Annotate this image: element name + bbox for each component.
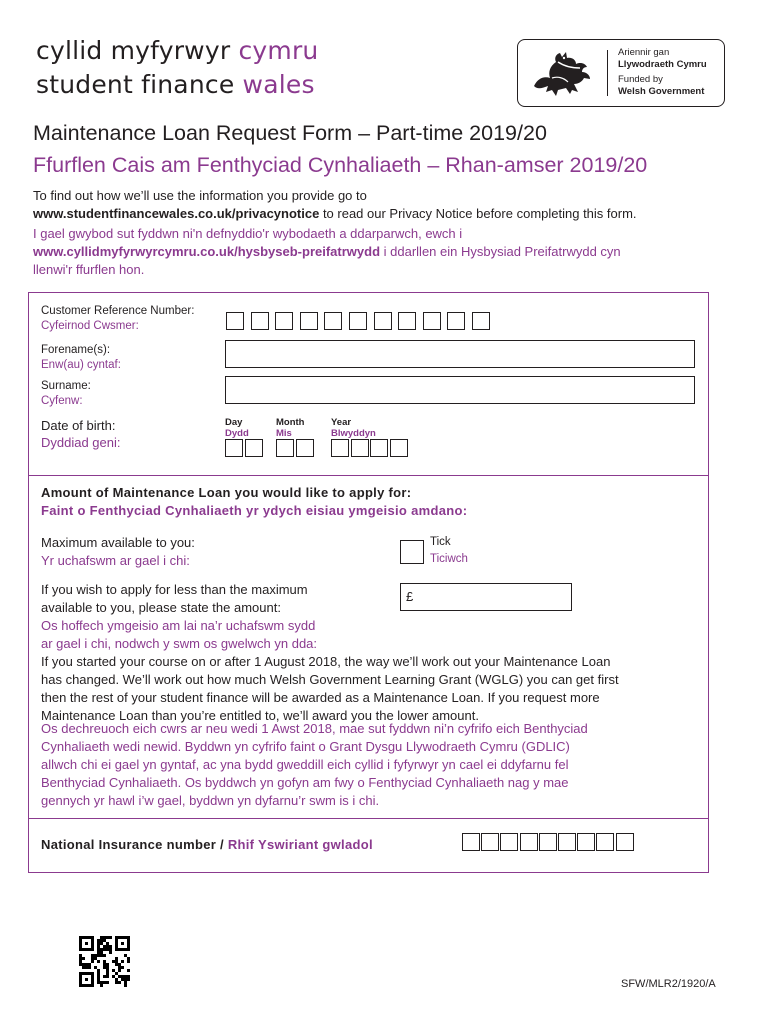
surname-label <box>41 379 91 409</box>
note-cy-line: allwch chi ei gael yn gyntaf, ac yna bydd gweddill eich cyllid i fyfyrwyr yn cael ei ddyfarnu fel <box>41 757 569 772</box>
ni-label-cy: Rhif Yswiriant gwladol <box>227 837 373 852</box>
form-reference-code: SFW/MLR2/1920/A <box>621 978 716 990</box>
dob-digit-cell[interactable] <box>370 439 388 457</box>
gov-line-3: Funded by <box>618 74 663 85</box>
intro-cy-rest: i ddarllen ein Hysbysiad Preifatrwydd cyn <box>380 244 621 259</box>
qr-code-icon <box>79 936 130 987</box>
crn-digit-cell[interactable] <box>300 312 318 330</box>
month-caption <box>276 417 305 439</box>
loan-heading-en: Amount of Maintenance Loan you would like to apply for: <box>41 485 412 500</box>
dob-label <box>41 417 121 451</box>
loan-heading-cy: Faint o Fenthyciad Cynhaliaeth yr ydych eisiau ymgeisio amdano: <box>41 503 468 518</box>
crn-digit-cell[interactable] <box>423 312 441 330</box>
ni-char-cell[interactable] <box>539 833 557 851</box>
crn-digit-cell[interactable] <box>226 312 244 330</box>
less-label-en-2: available to you, please state the amount: <box>41 600 281 615</box>
dob-digit-cell[interactable] <box>331 439 349 457</box>
brand-line2-main: student finance <box>36 70 243 99</box>
dob-digit-cell[interactable] <box>390 439 408 457</box>
crn-digit-cell[interactable] <box>374 312 392 330</box>
brand-line1-main: cyllid myfyrwyr <box>36 36 239 65</box>
forename-label-cy: Enw(au) cyntaf: <box>41 359 121 371</box>
privacy-link-welsh[interactable]: www.cyllidmyfyrwyrcymru.co.uk/hysbyseb-preifatrwydd <box>33 244 381 259</box>
ni-char-cell[interactable] <box>577 833 595 851</box>
crn-label-en: Customer Reference Number: <box>41 305 195 317</box>
gov-line-4: Welsh Government <box>618 86 705 97</box>
ni-char-cell[interactable] <box>616 833 634 851</box>
ni-char-cell[interactable] <box>596 833 614 851</box>
forename-label-en: Forename(s): <box>41 344 111 356</box>
month-caption-cy: Mis <box>276 428 292 439</box>
surname-label-cy: Cyfenw: <box>41 395 83 407</box>
brand-logo-welsh <box>36 36 318 66</box>
forename-field[interactable] <box>225 340 695 368</box>
gov-text-block <box>618 47 707 98</box>
ni-char-cell[interactable] <box>558 833 576 851</box>
surname-label-en: Surname: <box>41 380 91 392</box>
month-caption-en: Month <box>276 417 305 428</box>
page-title-welsh: Ffurflen Cais am Fenthyciad Cynhaliaeth – Rhan-amser 2019/20 <box>33 153 648 177</box>
intro-en-rest: to read our Privacy Notice before completing this form. <box>319 206 637 221</box>
crn-digit-cell[interactable] <box>251 312 269 330</box>
note-cy-line: Cynhaliaeth wedi newid. Byddwn yn cyfrifo faint o Grant Dysgu Llywodraeth Cymru (GDLIC) <box>41 739 570 754</box>
less-than-maximum-label <box>41 581 317 653</box>
maximum-label-en: Maximum available to you: <box>41 535 195 550</box>
ni-char-cell[interactable] <box>520 833 538 851</box>
crn-digit-cell[interactable] <box>472 312 490 330</box>
day-caption-en: Day <box>225 417 243 428</box>
note-en-line: Maintenance Loan than you’re entitled to, we’ll award you the lower amount. <box>41 708 479 723</box>
brand-logo-english <box>36 70 315 100</box>
intro-cy-line1: I gael gwybod sut fyddwn ni'n defnyddio'r wybodaeth a ddarparwch, ewch i <box>33 226 463 241</box>
crn-label <box>41 304 194 334</box>
ni-label <box>41 837 373 852</box>
crn-digit-cell[interactable] <box>398 312 416 330</box>
loan-note-welsh <box>41 720 706 810</box>
intro-english <box>33 187 743 223</box>
year-caption <box>331 417 376 439</box>
ni-char-cell[interactable] <box>481 833 499 851</box>
note-cy-line: Benthyciad Cynhaliaeth. Os byddwch yn gofyn am fwy o Fenthyciad Cynhaliaeth nag y mae <box>41 775 569 790</box>
note-cy-line: Os dechreuoch eich cwrs ar neu wedi 1 Awst 2018, mae sut fyddwn ni’n cyfrifo eich Benthyciad <box>41 721 588 736</box>
note-cy-line: gennych yr hawl i’w gael, byddwn yn dyfarnu’r swm is i chi. <box>41 793 380 808</box>
loan-amount-field[interactable] <box>400 583 572 611</box>
crn-digit-cell[interactable] <box>349 312 367 330</box>
less-label-en-1: If you wish to apply for less than the maximum <box>41 582 308 597</box>
note-en-line: If you started your course on or after 1 August 2018, the way we’ll work out your Maintenance Loan <box>41 654 611 669</box>
pound-sign: £ <box>406 589 414 604</box>
forename-label <box>41 343 121 373</box>
day-caption-cy: Dydd <box>225 428 249 439</box>
maximum-tick-checkbox[interactable] <box>400 540 424 564</box>
dob-digit-cell[interactable] <box>296 439 314 457</box>
brand-line1-accent: cymru <box>238 36 319 65</box>
page-title-english: Maintenance Loan Request Form – Part-time 2019/20 <box>33 121 547 145</box>
maximum-label <box>41 534 195 570</box>
section-divider-2 <box>28 818 708 819</box>
surname-field[interactable] <box>225 376 695 404</box>
crn-digit-cell[interactable] <box>324 312 342 330</box>
crn-digit-cell[interactable] <box>275 312 293 330</box>
less-label-cy-1: Os hoffech ymgeisio am lai na’r uchafswm sydd <box>41 618 316 633</box>
tick-caption <box>430 535 468 567</box>
tick-caption-en: Tick <box>430 536 451 548</box>
dob-digit-cell[interactable] <box>245 439 263 457</box>
brand-line2-accent: wales <box>242 70 315 99</box>
welsh-dragon-icon <box>528 48 600 100</box>
gov-line-2: Llywodraeth Cymru <box>618 59 707 70</box>
privacy-link-english[interactable]: www.studentfinancewales.co.uk/privacynotice <box>33 206 320 221</box>
crn-label-cy: Cyfeirnod Cwsmer: <box>41 320 139 332</box>
year-caption-cy: Blwyddyn <box>331 428 376 439</box>
gov-line-1: Ariennir gan <box>618 47 670 58</box>
day-caption <box>225 417 249 439</box>
year-caption-en: Year <box>331 417 352 428</box>
dob-label-en: Date of birth: <box>41 418 116 433</box>
ni-char-cell[interactable] <box>500 833 518 851</box>
intro-welsh <box>33 225 753 279</box>
intro-cy-line3: llenwi'r ffurflen hon. <box>33 262 145 277</box>
intro-en-line1: To find out how we’ll use the information you provide go to <box>33 188 367 203</box>
less-label-cy-2: ar gael i chi, nodwch y swm os gwelwch yn dda: <box>41 636 318 651</box>
maximum-label-cy: Yr uchafswm ar gael i chi: <box>41 553 190 568</box>
badge-divider <box>607 50 608 96</box>
note-en-line: has changed. We’ll work out how much Welsh Government Learning Grant (WGLG) you can get first <box>41 672 619 687</box>
welsh-government-badge <box>517 39 725 107</box>
crn-digit-cell[interactable] <box>447 312 465 330</box>
section-divider-1 <box>28 475 708 476</box>
dob-digit-cell[interactable] <box>276 439 294 457</box>
ni-char-cell[interactable] <box>462 833 480 851</box>
dob-digit-cell[interactable] <box>351 439 369 457</box>
dob-label-cy: Dyddiad geni: <box>41 435 121 450</box>
ni-label-en: National Insurance number / <box>41 837 228 852</box>
dob-digit-cell[interactable] <box>225 439 243 457</box>
loan-note-english <box>41 653 706 725</box>
tick-caption-cy: Ticiwch <box>430 553 468 565</box>
note-en-line: then the rest of your student finance will be awarded as a Maintenance Loan. If you request more <box>41 690 600 705</box>
